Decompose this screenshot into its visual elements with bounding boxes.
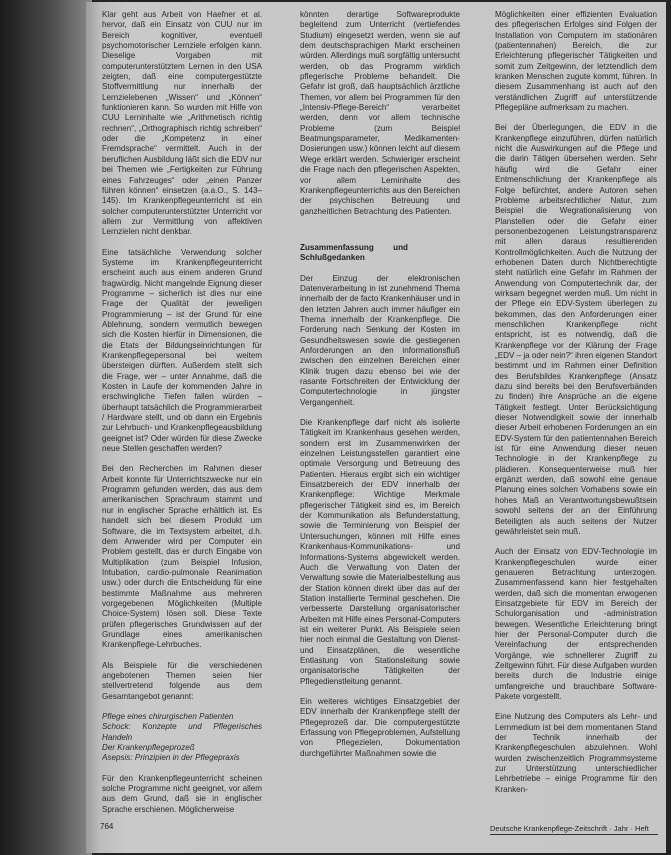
paragraph: Die Krankenpflege darf nicht als isolierte Tätigkeit im Krankenhaus gesehen werden, sondern erst im Zusammenwirken der einzelnen Leistungsstellen garantiert eine optimale Versorgung und Betreuung des Patienten. Hieraus ergibt sich ein wichtiger Einsatzbereich der EDV innerhalb der Krankenpflege: Wichtige Merkmale pflegerischer Tätigkeit sind es, im Bereich der Kommunikation als Befunderstattung, sowie die Terminierung von Beispiel der Untersuchungen, können mit Hilfe eines Krankenhaus-Kommunikations- und Informations-Systems abgewickelt werden. Auch die Verwaltung von Daten der Verwaltung sowie die Materialbestellung aus der Station können direkt über das auf der Station installierte Terminal geschehen. Die verbesserte Darstellung organisatorischer Arbeiten mit Hilfe eines Personal-Computers ist ein weiterer Punkt. Als Beispiele seien hier noch einmal die Gestaltung von Dienst- und Einsatzplänen, die wesentliche Entlastung von Stationsleitung sowie organisatorische Tätigkeiten der Pflegedienstleitung genannt. (300, 418, 460, 686)
book-gutter-shadow (0, 0, 92, 855)
paragraph: Für den Krankenpflegeunterricht scheinen solche Programme nicht geeignet, vor allem aus dem Grund, daß sie in englischer Sprache erschienen. Möglicherweise (102, 773, 262, 814)
document-page (86, 2, 666, 853)
text-column-middle (300, 10, 460, 769)
section-heading: Zusammenfassung und Schlußgedanken (300, 242, 408, 263)
page-number: 764 (100, 822, 114, 831)
paragraph: Bei der Überlegungen, die EDV in die Krankenpflege einzuführen, dürfen natürlich nicht die Auswirkungen auf die Pflege und die darin Tätigen übersehen werden. Sehr häufig wird die Gefahr einer Entmenschlichung der Krankenpflege als Folge befürchtet, andere Autoren sehen Probleme arbeitsrechtlicher Natur, zum Beispiel die Wegrationalisierung von Planstellen oder die Gefahr einer personenbezogenen Leistungstransparenz mit allen daraus resultierenden Kontrollmöglichkeiten. Auch die Nutzung der erhobenen Daten durch Nichtberechtigte steht natürlich eine Gefahr im Rahmen der Anwendung von Computertechnik dar, der wirksam begegnet werden muß. Um nicht in der Pflege ein EDV-System überlegen zu bekommen, das den Anforderungen einer menschlichen Krankenpflege nicht entspricht, ist es notwendig, daß die Krankenpflege vor der Klärung der Frage „EDV – ja oder nein?“ ihren eigenen Standort bestimmt und im Rahmen einer Definition des Berufsbildes Krankenpflege (Ansatz dazu sind bereits bei den Berufsverbänden zu finden) ihre Ansprüche an die eigene Tätigkeit festlegt. Unter Berücksichtigung dieser Notwendigkeit sowie der innerhalb dieser Arbeit erhobenen Forderungen an ein EDV-System für den patientennahen Bereich ist für eine Anwendung dieser neuen Technologie in der Krankenpflege zu plädieren. Konsequenterweise muß hier ergänzt werden, daß sowohl eine genaue Planung eines solchen Vorhabens sowie ein hohes Maß an Verantwortungsbewußtsein sowohl seitens der an der Einführung Beteiligten als auch seitens der Nutzer gewährleistet sein muß. (495, 123, 657, 536)
footer-divider (490, 834, 658, 835)
paragraph: Auch der Einsatz von EDV-Technologie im Krankenpflegeschulen wurde einer genaueren Betrachtung unterzogen. Zusammenfassend kann hier festgehalten werden, daß sich die momentan erwogenen Einsatzgebiete für EDV im Bereich der Schulorganisation und -administration bewegen. Wesentliche Erleichterung bringt hier der Personal-Computer durch die Vereinfachung der entsprechenden Vorgänge, wie schnellerer Zugriff zu Zeitgewinn führt. Für diese Aufgaben wurden bereits durch die Industrie einige umfangreiche und brauchbare Software-Pakete vorgestellt. (495, 547, 657, 701)
paragraph: Eine Nutzung des Computers als Lehr- und Lernmedium ist bei dem momentanen Stand der Technik innerhalb der Krankenpflegeschulen abzulehnen. Wohl wurden zwischenzeitlich Programmsysteme zur Unterstützung unterschiedlicher Lehrbetriebe – einige Programme für den Kranken- (495, 712, 657, 794)
journal-footer: Deutsche Krankenpflege-Zeitschrift · Jahr · Heft (490, 824, 649, 833)
text-column-left (102, 10, 262, 816)
paragraph: Als Beispiele für die verschiedenen angebotenen Themen seien hier stellvertretend folgende aus dem Gesamtangebot genannt: (102, 660, 262, 701)
paragraph: Ein weiteres wichtiges Einsatzgebiet der EDV innerhalb der Krankenpflege stellt der Pflegeprozeß dar. Die computergestützte Erfassung von Pflegeproblemen, Aufstellung von Pflegezielen, Dokumentation durchgeführter Maßnahmen sowie die (300, 696, 460, 758)
paragraph: Möglichkeiten einer effizienten Evaluation des pflegerischen Erfolges sind Folgen der Installation von Computern im stationären (patientennahen) Bereich, die zur Erleichterung pflegerischer Tätigkeiten und somit zum Zeitgewinn, der letztendlich dem kranken Menschen zugute kommt, führen. In diesem Zusammenhang ist auch auf den verständlichen Zugriff auf unterstützende Pflegepläne aufmerksam zu machen. (495, 10, 657, 113)
paragraph: könnten derartige Softwareprodukte begleitend zum Unterricht (vertiefendes Studium) eingesetzt werden, wenn sie auf dem deutschsprachigen Markt erscheinen würden. Allerdings muß sorgfältig untersucht werden, ob das Programm wirklich pflegerische Probleme behandelt. Die Gefahr ist groß, daß hauptsächlich ärztliche Themen, vor allem bei Programmen für den „Intensiv-Pflege-Bereich“ verarbeitet werden, denn vor allem technische Probleme (zum Beispiel Beatmungsparameter, Medikamenten-Dosierungen usw.) können leicht auf diesem Wege erklärt werden. Schwieriger erscheint die Frage nach den pflegerischen Aspekten, vor allem Lerninhalte des Krankenpflegeunterrichts aus den Bereichen der psychischen Betreuung und ganzheitlichen Betrachtung des Patienten. (300, 10, 460, 216)
paragraph: Der Einzug der elektronischen Datenverarbeitung in ist zunehmend Thema innerhalb der de facto Krankenhäuser und in den letzten Jahren auch immer häufiger ein Thema innerhalb der Krankenpflege. Die Forderung nach Senkung der Kosten im Gesundheitswesen sowie die gestiegenen Anforderungen an den informationsfluß zwischen den einzelnen Bereichen einer Klinik trugen dazu ebenso bei wie der rasante Fortschreiten der Entwicklung der Computertechnologie in jüngster Vergangenheit. (300, 273, 460, 407)
text-column-right (495, 10, 657, 805)
paragraph: Eine tatsächliche Verwendung solcher Systeme im Krankenpflegeunterricht erscheint auch aus einem anderen Grund fragwürdig. Nicht mangelnde Eignung dieser Programme – sicherlich ist dies nur eine Frage der Qualität der jeweiligen Programmierung – ist der Grund für eine Ablehnung, sondern vermutlich bewegen sich die Kosten hierfür in Dimensionen, die die Etats der Bildungseinrichtungen für Krankenpflegepersonal bei weitem übersteigen dürften. Außerdem stellt sich die Frage, wer – unter Annahme, daß die Kosten in Laufe der kommenden Jahre in erschwingliche Tiefen fallen würden – überhaupt tatsächlich die Programmierarbeit / Hardware stellt, und ob dann ein Ergebnis zur Lehrbuch- und Krankenpflegeausbildung geeignet ist? Oder würden für diese Zwecke neue Stellen geschaffen werden? (102, 247, 262, 454)
topic-list: Pflege eines chirurgischen Patienten Schock: Konzepte und Pflegerisches Handeln Der Krankenpflegeprozeß Asepsis: Prinzipien in der Pflegepraxis (102, 712, 262, 763)
paragraph: Bei den Recherchen im Rahmen dieser Arbeit konnte für Unterrichtszwecke nur ein Programm gefunden werden, das aus dem amerikanischen Sprachraum stammt und nur in englischer Sprache erhältlich ist. Es handelt sich bei diesem Produkt um Software, die im Textsystem arbeitet, d.h. dem Anwender wird per Computer ein Problem gestellt, das er durch Eingabe von Multiplikation (zum Beispiel Infusion, Intubation, cardio-pulmonale Reanimation usw.) oder durch die Entscheidung für eine bestimmte Maßnahme aus mehreren vorgegebenen Möglichkeiten (Multiple Choice-System) lösen soll. Diese Texte prüfen pflegerisches Grundwissen auf der Grundlage eines amerikanischen Krankenpflege-Lehrbuches. (102, 464, 262, 650)
paragraph: Klar geht aus Arbeit von Haefner et al. hervor, daß ein Einsatz von CUU nur im Bereich kognitiver, eventuell psychomotorischer Lernziele erfolgen kann. Dieselige Vorgaben mit computerunterstütztem Lernen in den USA zeigten, daß eine computergestützte Stoffvermittlung nur innerhalb der Lernzielebenen „Wissen“ und „Können“ funktionieren kann. So wurden mit Hilfe von CUU Lerninhalte wie „Arithmetisch richtig rechnen“, „Orthographisch richtig schreiben“ oder die „Kompetenz in einer Fremdsprache“ vermittelt. Auch in der beruflichen Ausbildung läßt sich die EDV nur bei Themen wie „Fertigkeiten zur Führung eines Fahrzeuges“ oder „einen Panzer führen können“ einsetzen (a.a.O., S. 143–145). Im Krankenpflegeunterricht ist ein solcher computerunterstützter Unterricht vor allem zur Vermittlung von affektiven Lernzielen nicht denkbar. (102, 10, 262, 237)
